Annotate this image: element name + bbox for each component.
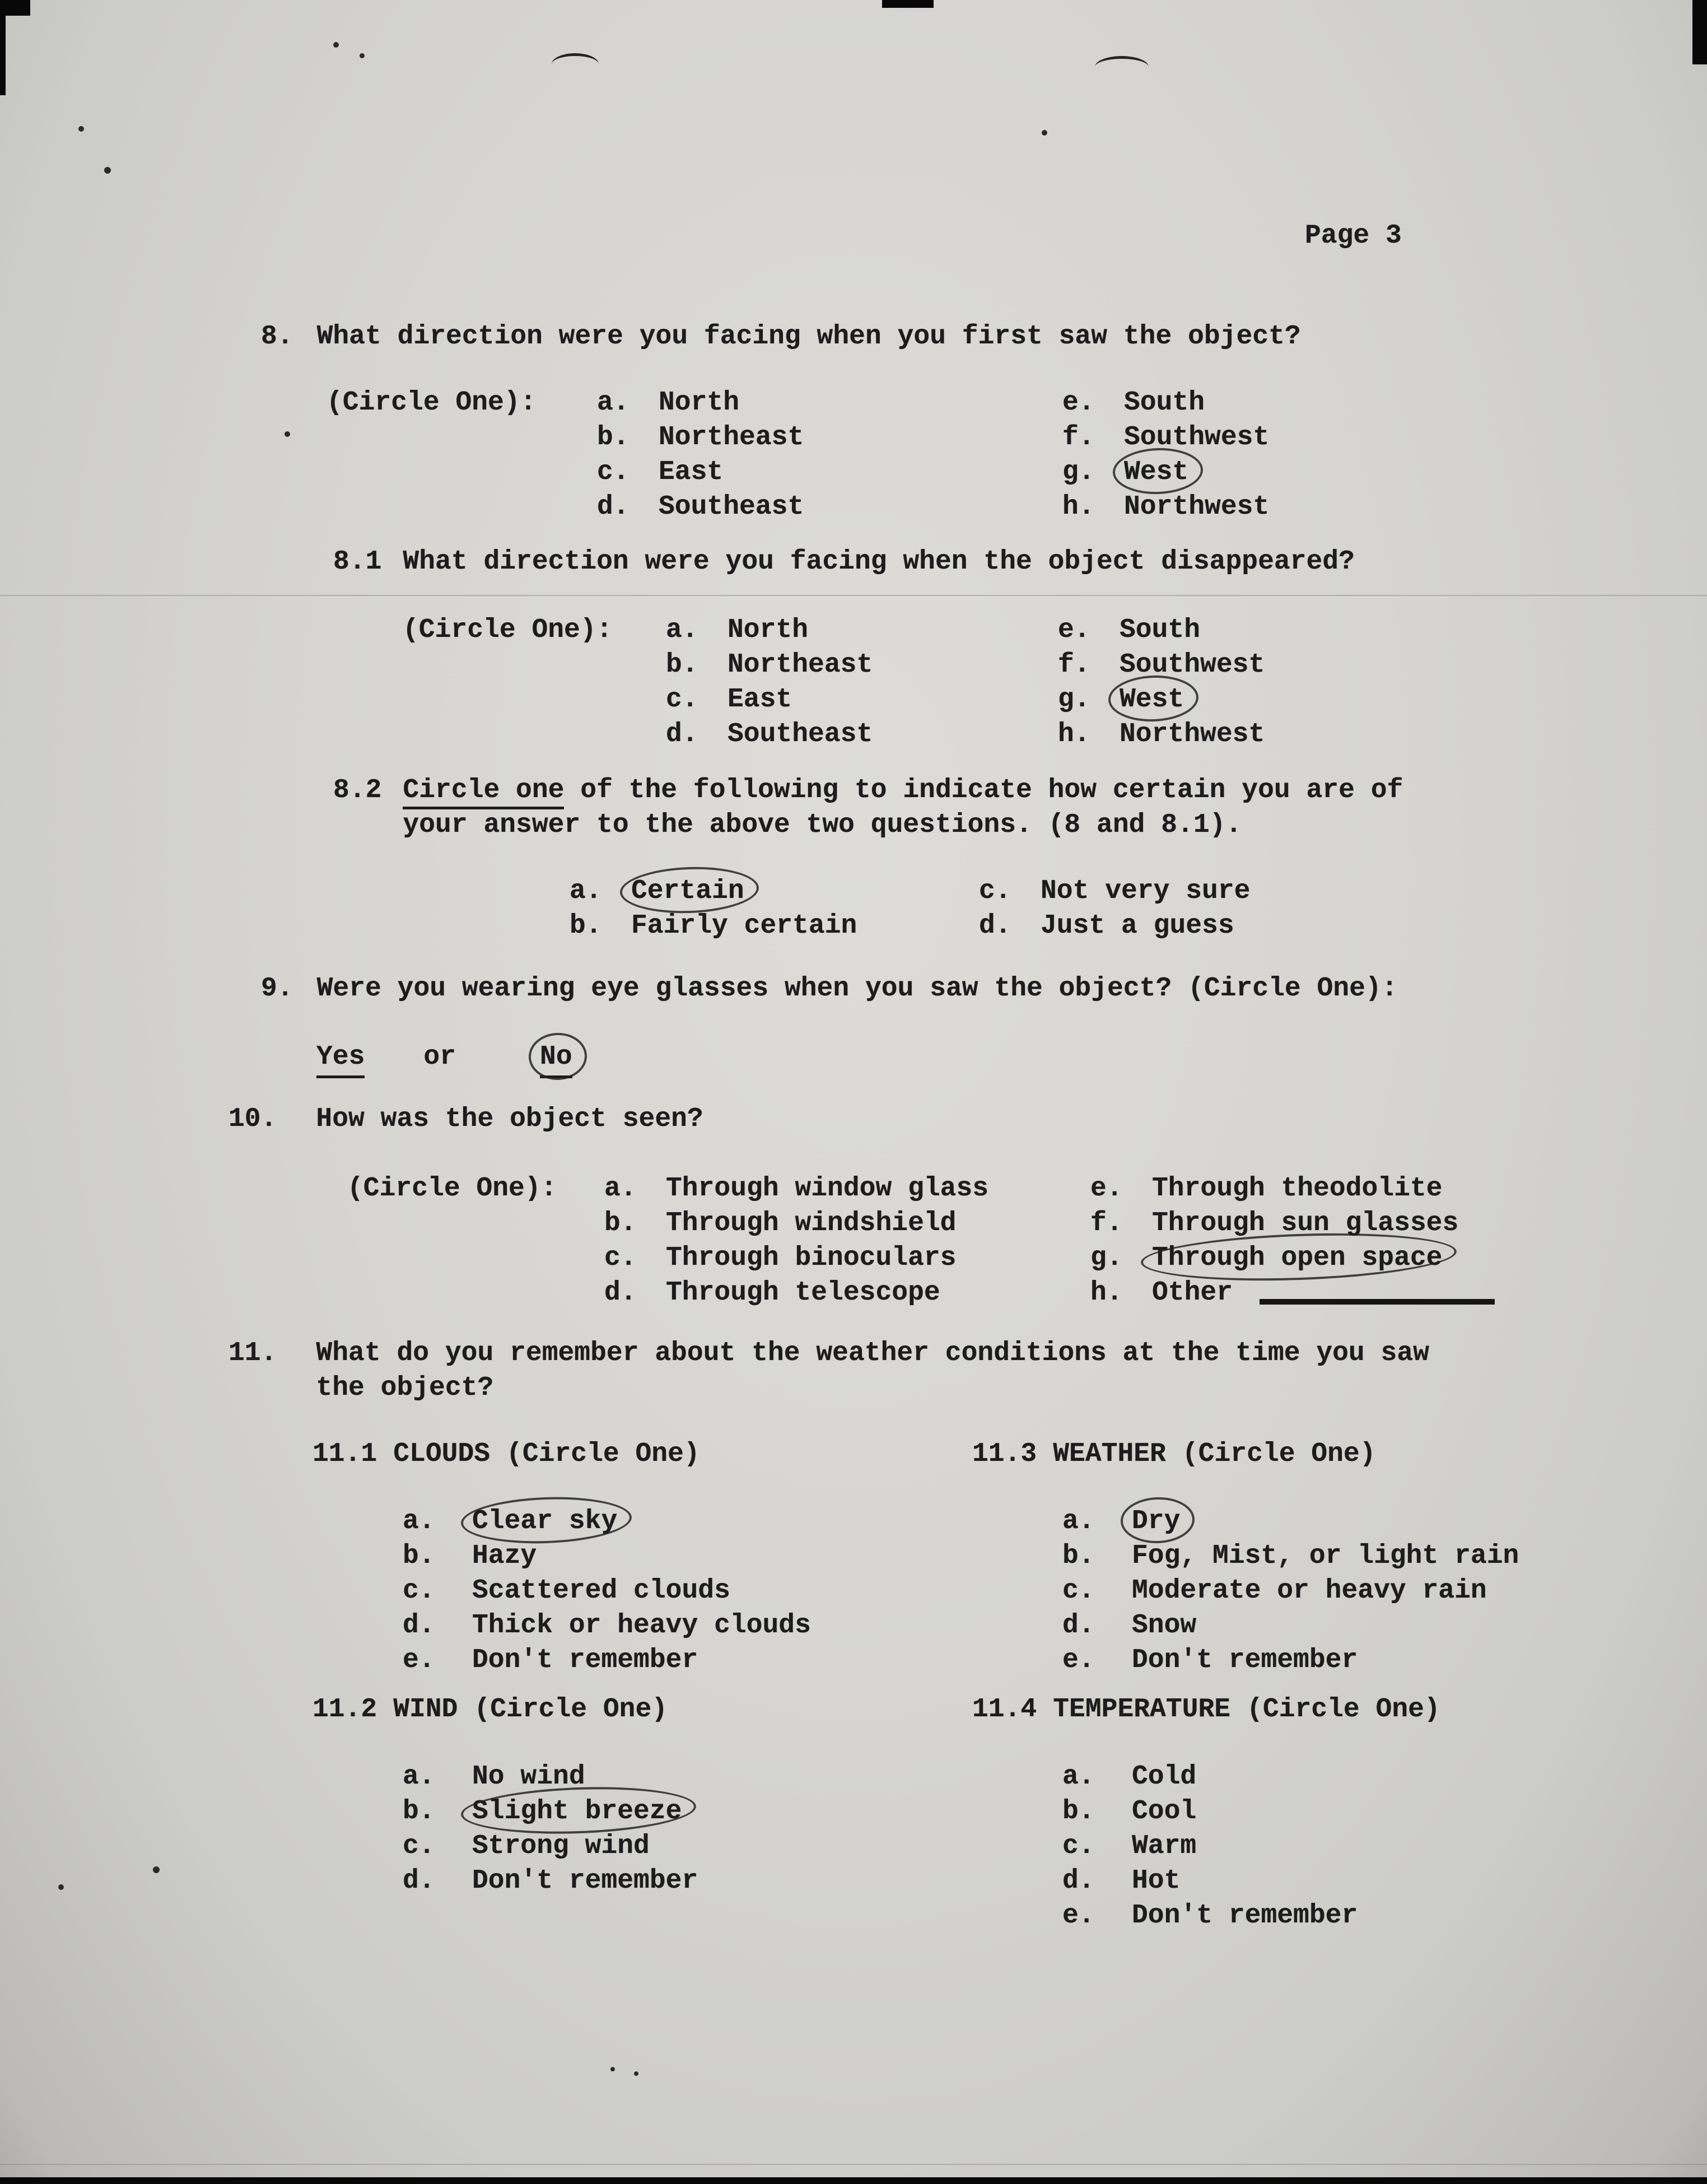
option (1090, 1241, 1495, 1275)
option-letter: g. (1090, 1243, 1123, 1273)
option-letter: a. (403, 1762, 435, 1792)
answer-blank-line (1260, 1299, 1495, 1305)
question-number: 8.1 (333, 547, 382, 577)
options-column (1062, 385, 1269, 524)
option-letter: c. (604, 1243, 637, 1273)
option-label: Other (1152, 1278, 1233, 1308)
option-label-circled: Through open space (1152, 1241, 1442, 1275)
answer-or: or (423, 1042, 456, 1072)
option-letter: a. (604, 1174, 637, 1204)
option-label: South (1120, 615, 1201, 645)
section-11-4-header (972, 1692, 1707, 1727)
option (1062, 1643, 1707, 1678)
question-number: 9. (261, 974, 293, 1004)
option-letter: g. (1062, 457, 1095, 487)
option-label: Through window glass (666, 1174, 989, 1204)
option (570, 909, 979, 943)
option-letter: a. (1062, 1762, 1095, 1792)
option (403, 1829, 972, 1864)
option (666, 717, 1058, 752)
options-column (666, 613, 1058, 752)
option (604, 1171, 1090, 1206)
option-label: Don't remember (1132, 1901, 1358, 1931)
option-letter: f. (1058, 650, 1090, 680)
scan-mark (0, 2177, 1707, 2184)
option-letter: a. (666, 615, 698, 645)
question-number: 8. (261, 322, 293, 352)
option (1062, 1864, 1707, 1898)
question-11 (228, 1336, 1707, 1405)
option (597, 455, 1062, 490)
option-letter: d. (403, 1866, 435, 1896)
question-8-options (327, 385, 1707, 524)
option-label: Southwest (1124, 422, 1270, 453)
option-label: South (1124, 388, 1205, 418)
question-text-line-1: What do you remember about the weather conditions at the time you saw (316, 1338, 1429, 1368)
option (1090, 1206, 1495, 1241)
option-letter: c. (1062, 1576, 1095, 1606)
option-letter: h. (1062, 492, 1095, 522)
option (666, 613, 1058, 648)
answer-no-circled: No (540, 1040, 572, 1078)
section-title: CLOUDS (393, 1439, 491, 1469)
option-label: Cold (1132, 1762, 1197, 1792)
circle-one-label: (Circle One) (474, 1694, 668, 1725)
options-column (570, 874, 979, 943)
option-letter: a. (597, 388, 629, 418)
option-label-circled: Slight breeze (472, 1794, 682, 1829)
option (403, 1864, 972, 1898)
question-text (403, 773, 1403, 842)
question-text: What direction were you facing when you first saw the object? (316, 322, 1301, 352)
question-number: 11. (228, 1338, 277, 1368)
option (403, 1794, 972, 1829)
option (597, 385, 1062, 420)
scan-speck (1042, 130, 1047, 136)
option-label: Moderate or heavy rain (1132, 1576, 1487, 1606)
option (604, 1275, 1090, 1310)
option-letter: d. (666, 719, 698, 749)
section-number: 11.2 (313, 1694, 377, 1725)
option-letter: h. (1058, 719, 1090, 749)
option (1062, 1539, 1707, 1573)
option-label: Fairly certain (631, 911, 857, 941)
option (1058, 613, 1265, 648)
option-letter: b. (1062, 1541, 1095, 1571)
page-content (0, 319, 1707, 1933)
question-9 (261, 971, 1707, 1006)
option (403, 1608, 972, 1643)
answer-yes: Yes (316, 1040, 365, 1078)
option-label: Northwest (1120, 719, 1265, 749)
option (403, 1643, 972, 1678)
section-11-3-header (972, 1437, 1707, 1471)
option-letter: e. (1062, 388, 1095, 418)
option-label: Warm (1132, 1831, 1197, 1861)
option-label: Southeast (727, 719, 873, 749)
options-column (597, 385, 1062, 524)
scan-pen-arc (552, 53, 599, 75)
option (403, 1573, 972, 1608)
option-label: Cool (1132, 1796, 1197, 1827)
option-label: Southeast (659, 492, 804, 522)
option (1058, 717, 1265, 752)
option-letter: f. (1062, 422, 1095, 453)
option-letter: d. (1062, 1610, 1095, 1641)
scan-mark (1692, 0, 1707, 64)
scan-mark (882, 0, 934, 8)
option (1062, 490, 1269, 524)
section-number: 11.1 (313, 1439, 377, 1469)
option-label: Don't remember (472, 1866, 698, 1896)
section-11-4-options (1062, 1759, 1707, 1933)
option-letter: b. (403, 1541, 435, 1571)
section-11-2-options (403, 1759, 972, 1933)
question-text: Were you wearing eye glasses when you saw the object? (Circle One): (316, 974, 1398, 1004)
option-label-circled: Certain (631, 874, 744, 909)
option (1062, 1504, 1707, 1539)
question-text-line-2: your answer to the above two questions. (8 and 8.1). (403, 810, 1242, 840)
option-label: Just a guess (1041, 911, 1234, 941)
scan-speck (634, 2071, 638, 2076)
scan-speck (333, 42, 339, 48)
option-letter: e. (1062, 1901, 1095, 1931)
option-label: East (659, 457, 724, 487)
circle-one-label: (Circle One): (403, 615, 613, 645)
question-text-line-2: the object? (316, 1373, 494, 1403)
circle-one-label: (Circle One): (327, 388, 537, 418)
question-10 (228, 1102, 1707, 1137)
option (604, 1241, 1090, 1275)
option (979, 874, 1250, 909)
section-11-2-header (313, 1692, 972, 1727)
option-letter: d. (597, 492, 629, 522)
option (597, 420, 1062, 455)
scan-mark (0, 0, 6, 95)
page-number: Page 3 (1305, 221, 1402, 251)
option (597, 490, 1062, 524)
option-label: North (659, 388, 740, 418)
section-11-3-options (1062, 1504, 1707, 1678)
option-label: Through sun glasses (1152, 1208, 1459, 1238)
option-label: Northeast (727, 650, 873, 680)
circle-one-label: (Circle One) (1182, 1439, 1376, 1469)
underlined-phrase: Circle one (403, 775, 564, 809)
option-label-circled: West (1120, 682, 1184, 717)
option-label: Northwest (1124, 492, 1270, 522)
option (403, 1504, 972, 1539)
options-column (979, 874, 1250, 943)
option-label: Don't remember (1132, 1645, 1358, 1675)
options-column (604, 1171, 1090, 1310)
option-label: Don't remember (472, 1645, 698, 1675)
option-label: North (727, 615, 809, 645)
option-letter: e. (1058, 615, 1090, 645)
option (1062, 1794, 1707, 1829)
section-11-1-options (403, 1504, 972, 1678)
option-label-circled: Dry (1132, 1504, 1180, 1539)
question-8 (261, 319, 1707, 354)
option-label: Scattered clouds (472, 1576, 730, 1606)
option (979, 909, 1250, 943)
option-letter: h. (1090, 1278, 1123, 1308)
option-letter: a. (570, 876, 602, 906)
option-label: No wind (472, 1762, 585, 1792)
option-letter: b. (403, 1796, 435, 1827)
option-label: Hot (1132, 1866, 1181, 1896)
option-letter: c. (403, 1831, 435, 1861)
question-text-rest: of the following to indicate how certain you are of (564, 775, 1403, 805)
scan-speck (610, 2067, 615, 2071)
option (570, 874, 979, 909)
option (403, 1759, 972, 1794)
option (1062, 385, 1269, 420)
options-column (1058, 613, 1265, 752)
option (1062, 420, 1269, 455)
option (1062, 1898, 1707, 1933)
option-label: Fog, Mist, or light rain (1132, 1541, 1519, 1571)
option (1062, 455, 1269, 490)
option-label: Through theodolite (1152, 1174, 1443, 1204)
option (1090, 1171, 1495, 1206)
option-letter: a. (403, 1506, 435, 1536)
section-title: TEMPERATURE (1053, 1694, 1231, 1725)
option-label-circled: Clear sky (472, 1504, 617, 1539)
question-number: 10. (228, 1104, 277, 1134)
question-text (316, 1336, 1429, 1405)
option (1062, 1573, 1707, 1608)
options-column (1090, 1171, 1495, 1310)
question-text: How was the object seen? (316, 1104, 703, 1134)
question-text-line-1 (403, 773, 1403, 808)
option-letter: c. (597, 457, 629, 487)
option-label: Snow (1132, 1610, 1197, 1641)
option (666, 648, 1058, 682)
question-9-answers (316, 1040, 1707, 1078)
scan-line (0, 2164, 1707, 2165)
option-label: Through binoculars (666, 1243, 957, 1273)
option-letter: b. (604, 1208, 637, 1238)
option-letter: b. (597, 422, 629, 453)
option-letter: c. (979, 876, 1011, 906)
option-letter: d. (1062, 1866, 1095, 1896)
question-text: What direction were you facing when the object disappeared? (403, 547, 1355, 577)
question-8-2-options (570, 874, 1707, 943)
question-8-1-options (403, 613, 1707, 752)
option-letter: a. (1062, 1506, 1095, 1536)
option-letter: c. (403, 1576, 435, 1606)
section-number: 11.3 (972, 1439, 1037, 1469)
option-label-circled: West (1124, 455, 1188, 490)
circle-one-label: (Circle One): (347, 1174, 557, 1204)
option (604, 1206, 1090, 1241)
option-label: Not very sure (1041, 876, 1251, 906)
section-title: WIND (393, 1694, 458, 1725)
option-label: Hazy (472, 1541, 537, 1571)
option (1062, 1829, 1707, 1864)
option-letter: e. (1090, 1174, 1123, 1204)
option-letter: e. (1062, 1645, 1095, 1675)
option-letter: d. (403, 1610, 435, 1641)
option (1058, 648, 1265, 682)
option (1058, 682, 1265, 717)
option-letter: b. (666, 650, 698, 680)
option-label: East (727, 684, 792, 715)
option-letter: c. (1062, 1831, 1095, 1861)
option-label: Southwest (1120, 650, 1265, 680)
section-11-1-header (313, 1437, 972, 1471)
option-letter: c. (666, 684, 698, 715)
option-label: Strong wind (472, 1831, 650, 1861)
option (1090, 1275, 1495, 1310)
option-label: Northeast (659, 422, 804, 453)
section-number: 11.4 (972, 1694, 1037, 1725)
option-letter: b. (570, 911, 602, 941)
question-8-2 (333, 773, 1707, 842)
option-letter: g. (1058, 684, 1090, 715)
circle-one-label: (Circle One) (1247, 1694, 1440, 1725)
scan-speck (78, 126, 84, 132)
option (1062, 1608, 1707, 1643)
option-letter: b. (1062, 1796, 1095, 1827)
question-11-subsections (313, 1437, 1707, 1933)
option (403, 1539, 972, 1573)
circle-one-label: (Circle One) (506, 1439, 700, 1469)
question-10-options (347, 1171, 1707, 1310)
option-label: Through telescope (666, 1278, 940, 1308)
option (1062, 1759, 1707, 1794)
option-letter: e. (403, 1645, 435, 1675)
section-title: WEATHER (1053, 1439, 1166, 1469)
question-number: 8.2 (333, 775, 382, 805)
option-letter: d. (604, 1278, 637, 1308)
option-label: Through windshield (666, 1208, 957, 1238)
question-8-1 (333, 544, 1707, 579)
option-letter: f. (1090, 1208, 1123, 1238)
option-label: Thick or heavy clouds (472, 1610, 811, 1641)
option (666, 682, 1058, 717)
option-letter: d. (979, 911, 1011, 941)
scan-speck (104, 167, 111, 174)
scan-speck (360, 53, 365, 58)
scan-pen-arc (1095, 56, 1149, 78)
